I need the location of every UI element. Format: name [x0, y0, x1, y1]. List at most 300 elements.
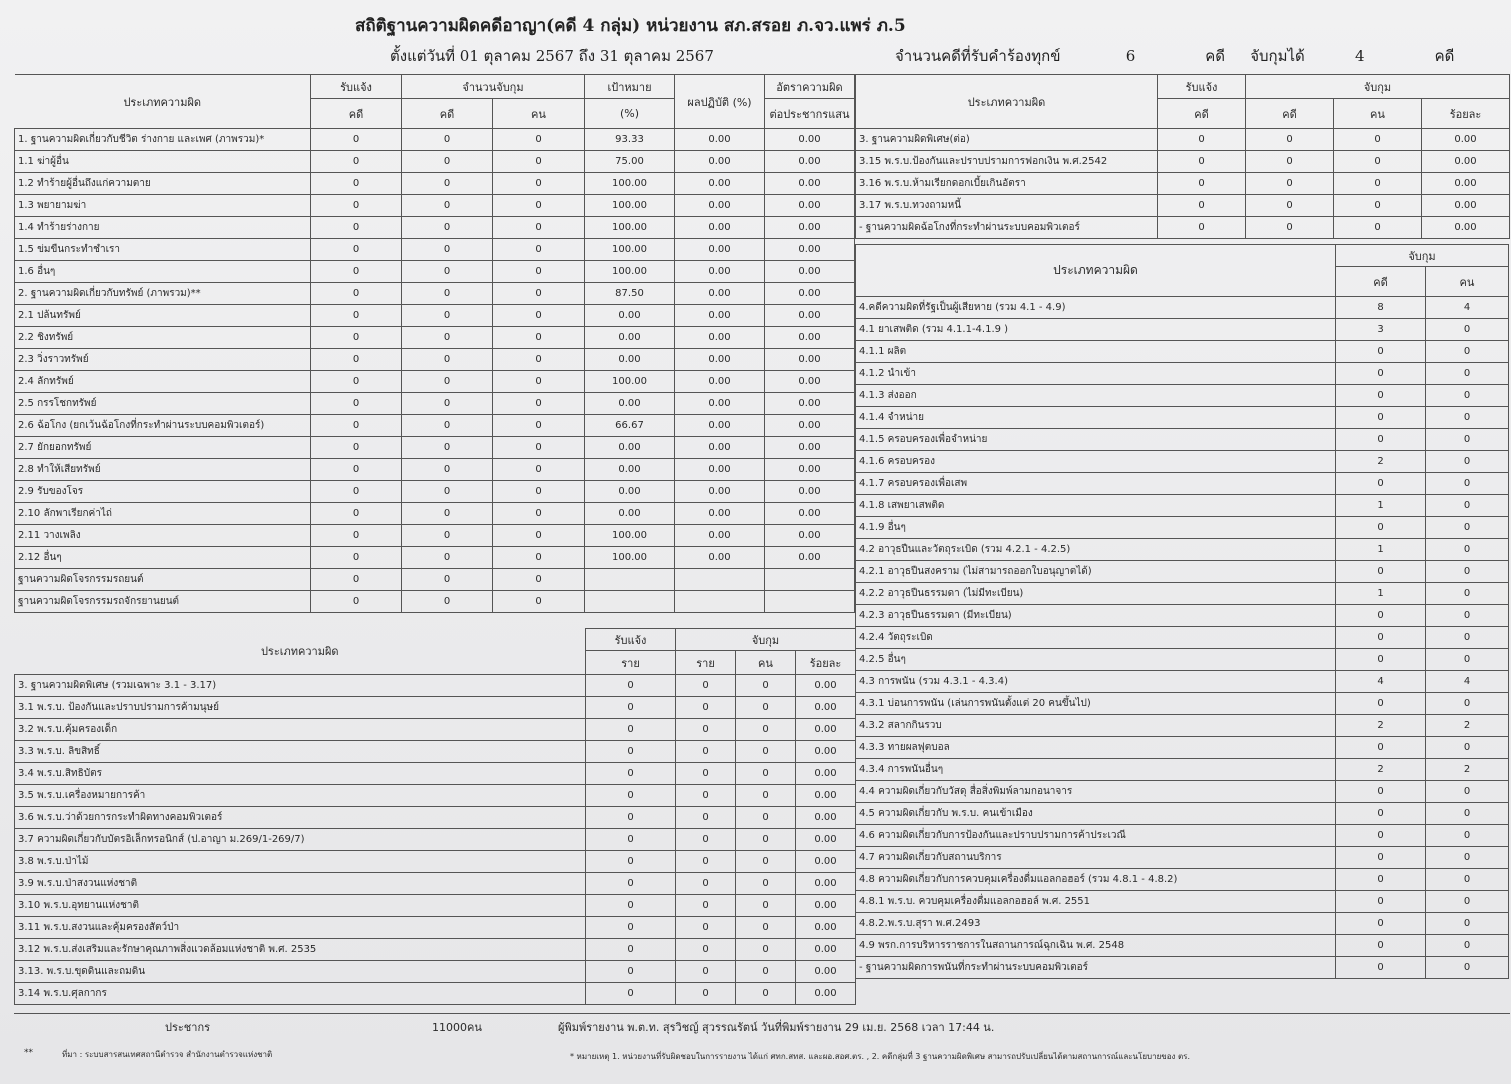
left-table-value: 0 [402, 327, 493, 349]
col-type-header: ประเภทความผิด [15, 75, 311, 129]
left-table-value [675, 569, 765, 591]
special-table-value: 0 [586, 675, 676, 697]
special-table-value: 0 [736, 807, 796, 829]
left-table-value: 0 [311, 525, 402, 547]
right-top-table-value: 0.00 [1422, 151, 1510, 173]
special-table-value: 0 [676, 675, 736, 697]
right-bottom-table-label: 4.คดีความผิดที่รัฐเป็นผู้เสียหาย (รวม 4.1 - 4.9) [856, 297, 1336, 319]
special-crime-table [14, 628, 856, 1005]
special-table-value: 0 [586, 939, 676, 961]
special-table-label: 3.11 พ.ร.บ.สงวนและคุ้มครองสัตว์ป่า [15, 917, 586, 939]
left-table-value: 0 [493, 151, 585, 173]
left-table-value: 0 [402, 525, 493, 547]
left-table-row [15, 217, 855, 239]
left-table-value: 0 [493, 129, 585, 151]
right-bottom-table-label: 4.3.4 การพนันอื่นๆ [856, 759, 1336, 781]
left-table-value: 0.00 [765, 415, 855, 437]
special-table-value: 0 [676, 961, 736, 983]
right-bottom-table-value: 0 [1336, 385, 1426, 407]
col-rate-header: อัตราความผิด [765, 75, 855, 99]
right-top-table-value: 0 [1158, 151, 1246, 173]
special-table-value: 0 [736, 895, 796, 917]
special-table-value: 0 [736, 939, 796, 961]
right-bottom-table-label: 4.4 ความผิดเกี่ยวกับวัสดุ สื่อสิ่งพิมพ์ลามกอนาจาร [856, 781, 1336, 803]
left-table-value: 0 [311, 393, 402, 415]
left-table-body [15, 129, 855, 613]
special-table-value: 0.00 [796, 697, 856, 719]
right-top-table-value: 0.00 [1422, 217, 1510, 239]
right-bottom-table-value: 2 [1336, 759, 1426, 781]
right-bottom-table-row [856, 935, 1509, 957]
right-bottom-table-label: 4.1.3 ส่งออก [856, 385, 1336, 407]
left-table-row [15, 481, 855, 503]
right-bottom-table-row [856, 297, 1509, 319]
left-table-row [15, 371, 855, 393]
left-table-label: 2.10 ลักพาเรียกค่าไถ่ [15, 503, 311, 525]
left-table-value: 0.00 [765, 547, 855, 569]
right-bottom-table-row [856, 385, 1509, 407]
right-col-cases2: คดี [1246, 99, 1334, 129]
right-bottom-table-value: 2 [1426, 759, 1509, 781]
special-table-value: 0 [676, 917, 736, 939]
left-table-value: 0.00 [765, 459, 855, 481]
left-table-value: 0.00 [765, 173, 855, 195]
special-table-row [15, 675, 856, 697]
left-table-value: 0.00 [675, 459, 765, 481]
right-bottom-table-label: 4.1.7 ครอบครองเพื่อเสพ [856, 473, 1336, 495]
right-top-table-label: - ฐานความผิดฉ้อโกงที่กระทำผ่านระบบคอมพิวเตอร์ [856, 217, 1158, 239]
right-bottom-table-row [856, 847, 1509, 869]
special-table-row [15, 807, 856, 829]
left-table-value: 0 [402, 349, 493, 371]
left-table-label: 2.1 ปล้นทรัพย์ [15, 305, 311, 327]
col-arrest-header: จำนวนจับกุม [402, 75, 585, 99]
rb-type-header: ประเภทความผิด [856, 245, 1336, 297]
left-table-value: 0.00 [675, 349, 765, 371]
left-table-value: 0.00 [675, 195, 765, 217]
right-bottom-table-value: 4 [1426, 297, 1509, 319]
right-bottom-table-value: 0 [1426, 517, 1509, 539]
left-table-value: 0 [493, 503, 585, 525]
special-table-value: 0 [586, 873, 676, 895]
right-bottom-table-value: 0 [1336, 913, 1426, 935]
left-table-value [675, 591, 765, 613]
right-bottom-table-label: 4.8.2.พ.ร.บ.สุรา พ.ศ.2493 [856, 913, 1336, 935]
left-table-value: 0 [493, 569, 585, 591]
left-table-value: 0 [311, 327, 402, 349]
special-table-value: 0 [676, 851, 736, 873]
left-table-row [15, 459, 855, 481]
special-table-value: 0.00 [796, 873, 856, 895]
left-table-value: 0 [311, 437, 402, 459]
right-top-table-value: 0 [1246, 173, 1334, 195]
special-table-value: 0 [736, 719, 796, 741]
summary-arrest-label: จับกุมได้ [1250, 47, 1305, 65]
right-top-body [856, 129, 1510, 239]
right-top-table-value: 0 [1334, 195, 1422, 217]
left-table-value: 66.67 [585, 415, 675, 437]
right-bottom-table-value: 0 [1336, 869, 1426, 891]
left-table-value: 0.00 [675, 283, 765, 305]
right-top-table-label: 3. ฐานความผิดพิเศษ(ต่อ) [856, 129, 1158, 151]
right-bottom-table-value: 1 [1336, 539, 1426, 561]
left-table-value: 0.00 [675, 129, 765, 151]
left-table-row [15, 261, 855, 283]
special-table-value: 0.00 [796, 741, 856, 763]
right-bottom-table-label: 4.1.5 ครอบครองเพื่อจำหน่าย [856, 429, 1336, 451]
summary-unit1: คดี [1205, 47, 1226, 65]
left-table-value: 0 [493, 195, 585, 217]
right-top-table-value: 0.00 [1422, 173, 1510, 195]
right-top-table-value: 0 [1158, 129, 1246, 151]
footer-source: ที่มา : ระบบสารสนเทศสถานีตำรวจ สำนักงานตำรวจแห่งชาติ [62, 1050, 273, 1059]
left-table-value: 0.00 [675, 261, 765, 283]
right-bottom-table-value: 0 [1426, 891, 1509, 913]
right-bottom-table-value: 0 [1336, 781, 1426, 803]
right-top-table-value: 0 [1158, 217, 1246, 239]
right-bottom-table-row [856, 671, 1509, 693]
special-type-header: ประเภทความผิด [15, 629, 586, 675]
right-bottom-table-value: 1 [1336, 583, 1426, 605]
left-table-value: 0.00 [765, 349, 855, 371]
right-bottom-table-value: 0 [1426, 605, 1509, 627]
right-bottom-table-value: 0 [1426, 935, 1509, 957]
rb-col-cases: คดี [1336, 267, 1426, 297]
right-top-table-value: 0 [1246, 195, 1334, 217]
left-table-label: ฐานความผิดโจรกรรมรถจักรยานยนต์ [15, 591, 311, 613]
left-table-value: 0.00 [765, 437, 855, 459]
special-table-label: 3.13. พ.ร.บ.ขุดดินและถมดิน [15, 961, 586, 983]
special-table-value: 0 [676, 807, 736, 829]
left-table-value: 0 [402, 415, 493, 437]
footer-rule [14, 1013, 1510, 1014]
population-label: ประชากร [165, 1021, 211, 1034]
special-reported-header: รับแจ้ง [586, 629, 676, 651]
right-bottom-table-label: 4.5 ความผิดเกี่ยวกับ พ.ร.บ. คนเข้าเมือง [856, 803, 1336, 825]
left-table-label: 2.11 วางเพลิง [15, 525, 311, 547]
left-table-value: 0 [311, 305, 402, 327]
left-table-label: 1.4 ทำร้ายร่างกาย [15, 217, 311, 239]
left-table-label: 1. ฐานความผิดเกี่ยวกับชีวิต ร่างกาย และเพศ (ภาพรวม)* [15, 129, 311, 151]
left-table-label: 2.9 รับของโจร [15, 481, 311, 503]
left-table-value: 0.00 [675, 393, 765, 415]
right-bottom-table-value: 3 [1336, 319, 1426, 341]
right-bottom-table-value: 0 [1336, 561, 1426, 583]
left-table-label: 2.5 กรรโชกทรัพย์ [15, 393, 311, 415]
right-bottom-table-label: 4.1.8 เสพยาเสพติด [856, 495, 1336, 517]
right-bottom-table-value: 0 [1426, 473, 1509, 495]
left-table-value: 0 [493, 393, 585, 415]
right-bottom-table-value: 0 [1336, 803, 1426, 825]
right-bottom-table-label: 4.1.2 นำเข้า [856, 363, 1336, 385]
special-table-value: 0 [586, 917, 676, 939]
left-table-row [15, 327, 855, 349]
right-col-persons: คน [1334, 99, 1422, 129]
right-top-table-value: 0 [1334, 173, 1422, 195]
special-table-value: 0 [736, 873, 796, 895]
left-table-label: ฐานความผิดโจรกรรมรถยนต์ [15, 569, 311, 591]
special-table-row [15, 983, 856, 1005]
left-table-value: 100.00 [585, 173, 675, 195]
summary-unit2: คดี [1434, 47, 1455, 65]
special-table-label: 3.8 พ.ร.บ.ป่าไม้ [15, 851, 586, 873]
right-bottom-table-label: 4.2.3 อาวุธปืนธรรมดา (มีทะเบียน) [856, 605, 1336, 627]
left-table-value: 0 [311, 151, 402, 173]
left-table-value: 0.00 [675, 217, 765, 239]
special-table-label: 3.1 พ.ร.บ. ป้องกันและปราบปรามการค้ามนุษย์ [15, 697, 586, 719]
right-bottom-table-value: 0 [1426, 847, 1509, 869]
right-bottom-table-value: 0 [1336, 693, 1426, 715]
right-bottom-table-label: 4.8 ความผิดเกี่ยวกับการควบคุมเครื่องดื่มแอลกอฮอร์ (รวม 4.8.1 - 4.8.2) [856, 869, 1336, 891]
right-bottom-table-value: 1 [1336, 495, 1426, 517]
right-bottom-table-value: 0 [1426, 957, 1509, 979]
right-bottom-table-row [856, 495, 1509, 517]
right-top-table-value: 0 [1334, 217, 1422, 239]
right-bottom-table-row [856, 363, 1509, 385]
right-bottom-table-value: 8 [1336, 297, 1426, 319]
right-bottom-table-row [856, 451, 1509, 473]
left-table-value [765, 591, 855, 613]
left-table-value [585, 591, 675, 613]
report-title: สถิติฐานความผิดคดีอาญา(คดี 4 กลุ่ม) หน่วยงาน สภ.สรอย ภ.จว.แพร่ ภ.5 [355, 16, 906, 36]
left-table-value: 0.00 [585, 327, 675, 349]
special-table-value: 0.00 [796, 895, 856, 917]
col-rate-sub: ต่อประชากรแสน [765, 99, 855, 129]
right-bottom-table-value: 0 [1426, 495, 1509, 517]
left-table-value: 0.00 [585, 393, 675, 415]
right-top-table-value: 0.00 [1422, 195, 1510, 217]
special-table-value: 0 [676, 873, 736, 895]
left-table-value: 93.33 [585, 129, 675, 151]
right-bottom-table-value: 0 [1336, 649, 1426, 671]
right-bottom-table-row [856, 627, 1509, 649]
right-bottom-table-row [856, 913, 1509, 935]
left-table-value: 0 [402, 569, 493, 591]
left-table-value: 0.00 [765, 503, 855, 525]
left-table-value: 0 [402, 371, 493, 393]
right-bottom-table-label: 4.8.1 พ.ร.บ. ควบคุมเครื่องดื่มแอลกอฮอล์ พ.ศ. 2551 [856, 891, 1336, 913]
special-table-label: 3.3 พ.ร.บ. ลิขสิทธิ์ [15, 741, 586, 763]
left-table-value: 0 [493, 459, 585, 481]
right-top-table-label: 3.17 พ.ร.บ.ทวงถามหนี้ [856, 195, 1158, 217]
right-bottom-table-row [856, 583, 1509, 605]
special-table-value: 0 [676, 829, 736, 851]
right-bottom-table-value: 0 [1426, 561, 1509, 583]
left-table-value: 0 [311, 415, 402, 437]
right-bottom-table-label: 4.3.3 ทายผลฟุตบอล [856, 737, 1336, 759]
special-table-value: 0 [736, 785, 796, 807]
left-table-value: 0 [493, 261, 585, 283]
right-top-table-value: 0 [1334, 151, 1422, 173]
left-table-row [15, 239, 855, 261]
right-bottom-table-row [856, 825, 1509, 847]
right-bottom-table-label: 4.2.1 อาวุธปืนสงคราม (ไม่สามารถออกใบอนุญาตได้) [856, 561, 1336, 583]
special-table-row [15, 851, 856, 873]
left-table-value: 0.00 [585, 349, 675, 371]
left-table-value: 0 [311, 173, 402, 195]
left-table-value: 0 [493, 217, 585, 239]
right-bottom-table-row [856, 429, 1509, 451]
right-bottom-table-value: 0 [1336, 737, 1426, 759]
special-table-row [15, 917, 856, 939]
right-bottom-table-value: 0 [1336, 429, 1426, 451]
report-summary [895, 44, 1454, 68]
left-table-row [15, 525, 855, 547]
col-arrest-persons: คน [493, 99, 585, 129]
left-table-row [15, 393, 855, 415]
left-table-value: 0 [493, 437, 585, 459]
left-table-value: 0.00 [675, 151, 765, 173]
right-bottom-table-value: 0 [1426, 385, 1509, 407]
left-table-value: 0 [493, 525, 585, 547]
left-table-value: 0 [311, 481, 402, 503]
right-arrest-header: จับกุม [1246, 75, 1510, 99]
special-table-value: 0 [676, 939, 736, 961]
special-table-value: 0 [736, 851, 796, 873]
left-table-value: 0 [311, 239, 402, 261]
right-bottom-table-label: 4.1.4 จำหน่าย [856, 407, 1336, 429]
special-table-label: 3.5 พ.ร.บ.เครื่องหมายการค้า [15, 785, 586, 807]
left-table-row [15, 569, 855, 591]
right-bottom-table-value: 4 [1336, 671, 1426, 693]
right-bottom-table-label: 4.2.5 อื่นๆ [856, 649, 1336, 671]
special-table-value: 0 [586, 829, 676, 851]
special-table-value: 0 [676, 983, 736, 1005]
special-table-row [15, 719, 856, 741]
col-target-header: เป้าหมาย [585, 75, 675, 99]
right-bottom-table-label: 4.1.9 อื่นๆ [856, 517, 1336, 539]
left-table-row [15, 173, 855, 195]
left-table-value: 0.00 [675, 437, 765, 459]
right-bottom-table-label: 4.1 ยาเสพติด (รวม 4.1.1-4.1.9 ) [856, 319, 1336, 341]
special-table-value: 0 [736, 741, 796, 763]
special-col-items2: ราย [676, 651, 736, 675]
right-top-table-value: 0.00 [1422, 129, 1510, 151]
right-bottom-table-row [856, 407, 1509, 429]
special-table-value: 0 [586, 983, 676, 1005]
left-table-value: 100.00 [585, 195, 675, 217]
right-bottom-table-value: 0 [1336, 847, 1426, 869]
left-table-value: 0.00 [585, 305, 675, 327]
right-bottom-table-value: 2 [1426, 715, 1509, 737]
left-table-value: 0 [402, 239, 493, 261]
left-table-value: 0 [493, 371, 585, 393]
left-table-value: 0.00 [765, 305, 855, 327]
left-table-value: 87.50 [585, 283, 675, 305]
right-bottom-table-row [856, 517, 1509, 539]
right-bottom-table-label: - ฐานความผิดการพนันที่กระทำผ่านระบบคอมพิวเตอร์ [856, 957, 1336, 979]
special-table-label: 3.7 ความผิดเกี่ยวกับบัตรอิเล็กทรอนิกส์ (ป.อาญา ม.269/1-269/7) [15, 829, 586, 851]
right-bottom-table-value: 0 [1336, 473, 1426, 495]
left-table-value: 100.00 [585, 547, 675, 569]
left-table-value: 0.00 [585, 437, 675, 459]
special-table-value: 0 [586, 785, 676, 807]
right-bottom-table-row [856, 561, 1509, 583]
right-bottom-table-value: 0 [1426, 627, 1509, 649]
left-table-value: 0.00 [585, 481, 675, 503]
right-bottom-table-value: 0 [1426, 825, 1509, 847]
right-top-table-label: 3.15 พ.ร.บ.ป้องกันและปราบปรามการฟอกเงิน พ.ศ.2542 [856, 151, 1158, 173]
right-bottom-table-label: 4.6 ความผิดเกี่ยวกับการป้องกันและปราบปรามการค้าประเวณี [856, 825, 1336, 847]
special-table-value: 0 [676, 697, 736, 719]
left-table-value: 0 [402, 283, 493, 305]
special-table-value: 0.00 [796, 851, 856, 873]
special-table-value: 0 [676, 741, 736, 763]
right-bottom-table-row [856, 781, 1509, 803]
left-table-value: 0.00 [765, 195, 855, 217]
right-bottom-table-value: 0 [1426, 781, 1509, 803]
right-bottom-table-value: 0 [1426, 341, 1509, 363]
left-table-value: 0 [402, 437, 493, 459]
left-table-value: 0 [311, 217, 402, 239]
left-table-value: 0 [402, 261, 493, 283]
special-table-value: 0 [736, 763, 796, 785]
special-table-label: 3.10 พ.ร.บ.อุทยานแห่งชาติ [15, 895, 586, 917]
left-table-value: 0 [311, 503, 402, 525]
special-table-row [15, 961, 856, 983]
special-table-row [15, 697, 856, 719]
summary-label: จำนวนคดีที่รับคำร้องทุกข์ [895, 47, 1061, 65]
special-table-label: 3.14 พ.ร.บ.ศุลกากร [15, 983, 586, 1005]
left-table-value: 0 [402, 173, 493, 195]
left-crime-table [14, 74, 855, 613]
special-table-row [15, 829, 856, 851]
right-bottom-table-value: 0 [1426, 429, 1509, 451]
left-table-label: 2.2 ชิงทรัพย์ [15, 327, 311, 349]
right-top-table-value: 0 [1334, 129, 1422, 151]
right-top-table-row [856, 173, 1510, 195]
right-top-table-value: 0 [1246, 129, 1334, 151]
special-table-label: 3.2 พ.ร.บ.คุ้มครองเด็ก [15, 719, 586, 741]
right-bottom-table-row [856, 891, 1509, 913]
right-bottom-table-row [856, 957, 1509, 979]
special-table-value: 0.00 [796, 719, 856, 741]
left-table-value: 0.00 [765, 239, 855, 261]
left-table-value: 0.00 [765, 481, 855, 503]
special-table-label: 3.4 พ.ร.บ.สิทธิบัตร [15, 763, 586, 785]
right-bottom-table-value: 0 [1426, 803, 1509, 825]
left-table-value: 0 [402, 591, 493, 613]
right-top-table-row [856, 129, 1510, 151]
right-col-pct: ร้อยละ [1422, 99, 1510, 129]
footer-note: * หมายเหตุ 1. หน่วยงานที่รับผิดชอบในการรายงาน ได้แก่ ศทก.สทส. และผอ.สอศ.ตร. , 2. คดีกลุ่มที่ 3 ฐานความผิดพิเศษ สามารถปรับเปลี่ยนได้ตามสถานการณ์และนโยบายของ ตร. [570, 1052, 1191, 1061]
left-table-value: 0 [402, 393, 493, 415]
col-target-pct: (%) [585, 99, 675, 129]
left-table-value [765, 569, 855, 591]
special-table-row [15, 895, 856, 917]
left-table-value: 0.00 [765, 393, 855, 415]
special-table-value: 0 [586, 719, 676, 741]
col-arrest-cases: คดี [402, 99, 493, 129]
rb-col-persons: คน [1426, 267, 1509, 297]
special-table-value: 0 [736, 961, 796, 983]
special-table-label: 3.9 พ.ร.บ.ป่าสงวนแห่งชาติ [15, 873, 586, 895]
left-table-row [15, 305, 855, 327]
left-table-value: 100.00 [585, 525, 675, 547]
left-table-row [15, 129, 855, 151]
left-table-label: 2.3 วิ่งราวทรัพย์ [15, 349, 311, 371]
left-table-label: 2. ฐานความผิดเกี่ยวกับทรัพย์ (ภาพรวม)** [15, 283, 311, 305]
left-table-value: 0.00 [675, 503, 765, 525]
right-bottom-table-value: 0 [1426, 363, 1509, 385]
right-bottom-table [855, 244, 1509, 979]
special-table-row [15, 873, 856, 895]
right-bottom-table-value: 0 [1426, 319, 1509, 341]
left-table-value: 0 [311, 349, 402, 371]
special-table-value: 0.00 [796, 917, 856, 939]
col-reported-cases: คดี [311, 99, 402, 129]
left-table-value: 0.00 [675, 415, 765, 437]
